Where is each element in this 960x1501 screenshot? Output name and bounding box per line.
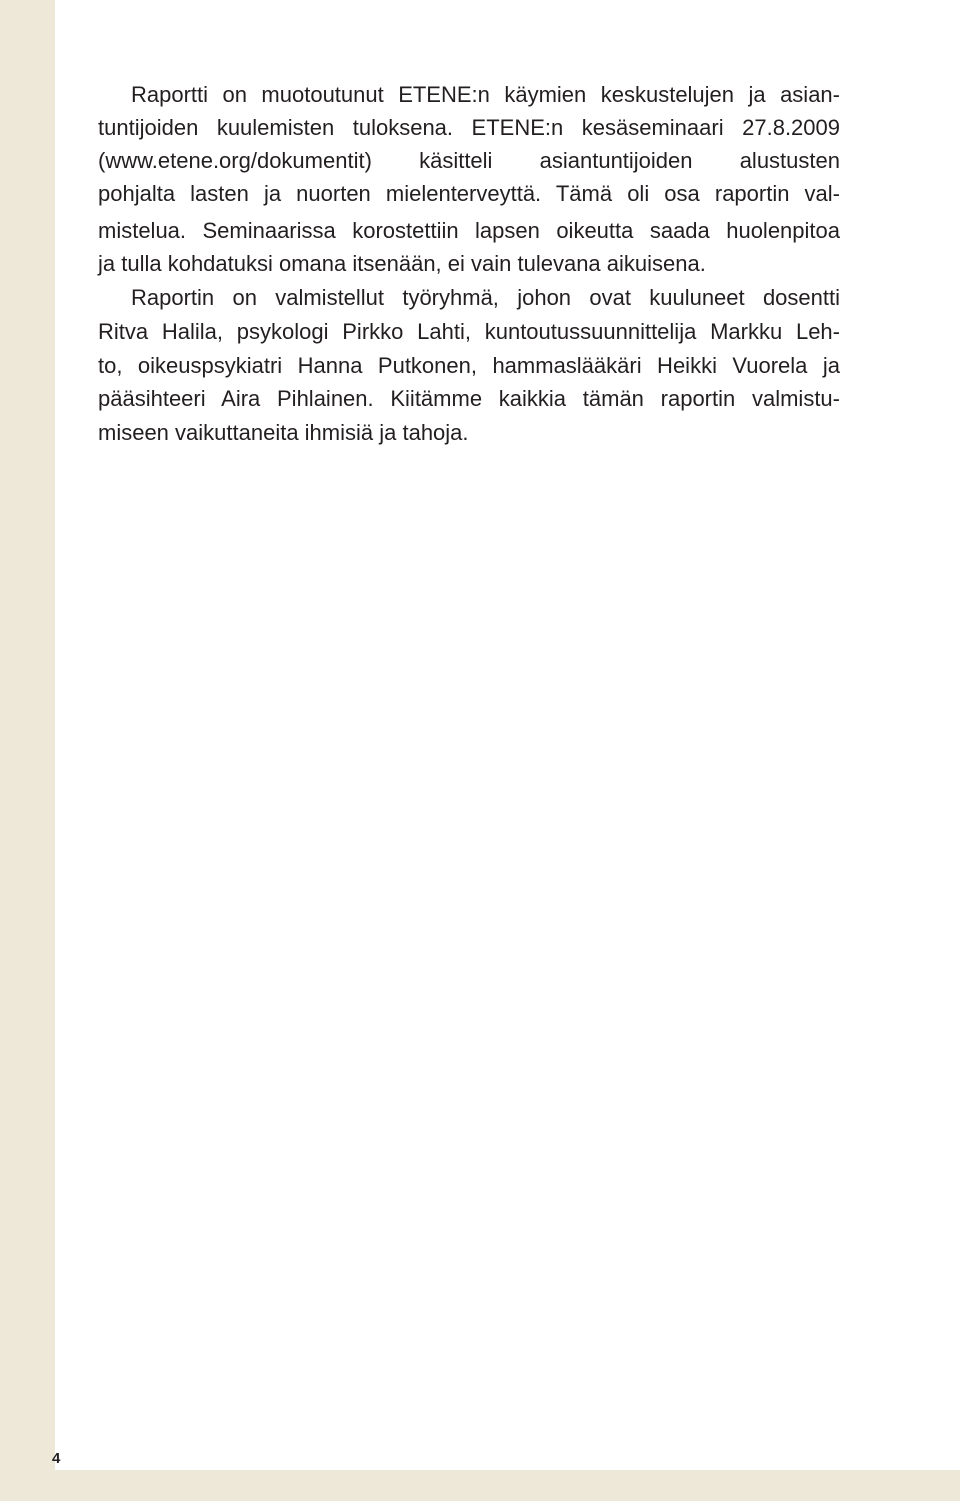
text-line-6: ja tulla kohdatuksi omana itsenään, ei vain tulevana aikuisena. bbox=[98, 251, 706, 276]
page-number: 4 bbox=[52, 1450, 61, 1467]
text-line-1: Raportti on muotoutunut ETENE:n käymien keskustelujen ja asian- bbox=[131, 82, 840, 107]
text-line-2: tuntijoiden kuulemisten tuloksena. ETENE:n kesäseminaari 27.8.2009 bbox=[98, 115, 840, 140]
text-line-10: pääsihteeri Aira Pihlainen. Kiitämme kaikkia tämän raportin valmistu- bbox=[98, 386, 840, 411]
text-line-5: mistelua. Seminaarissa korostettiin lapsen oikeutta saada huolenpitoa bbox=[98, 218, 840, 243]
text-line-4: pohjalta lasten ja nuorten mielenterveyttä. Tämä oli osa raportin val- bbox=[98, 181, 840, 206]
text-line-8: Ritva Halila, psykologi Pirkko Lahti, kuntoutussuunnittelija Markku Leh- bbox=[98, 319, 840, 344]
text-line-9: to, oikeuspsykiatri Hanna Putkonen, hammaslääkäri Heikki Vuorela ja bbox=[98, 353, 840, 378]
text-line-3: (www.etene.org/dokumentit) käsitteli asiantuntijoiden alustusten bbox=[98, 148, 840, 173]
text-line-11: miseen vaikuttaneita ihmisiä ja tahoja. bbox=[98, 420, 469, 445]
text-line-7: Raportin on valmistellut työryhmä, johon ovat kuuluneet dosentti bbox=[131, 285, 840, 310]
